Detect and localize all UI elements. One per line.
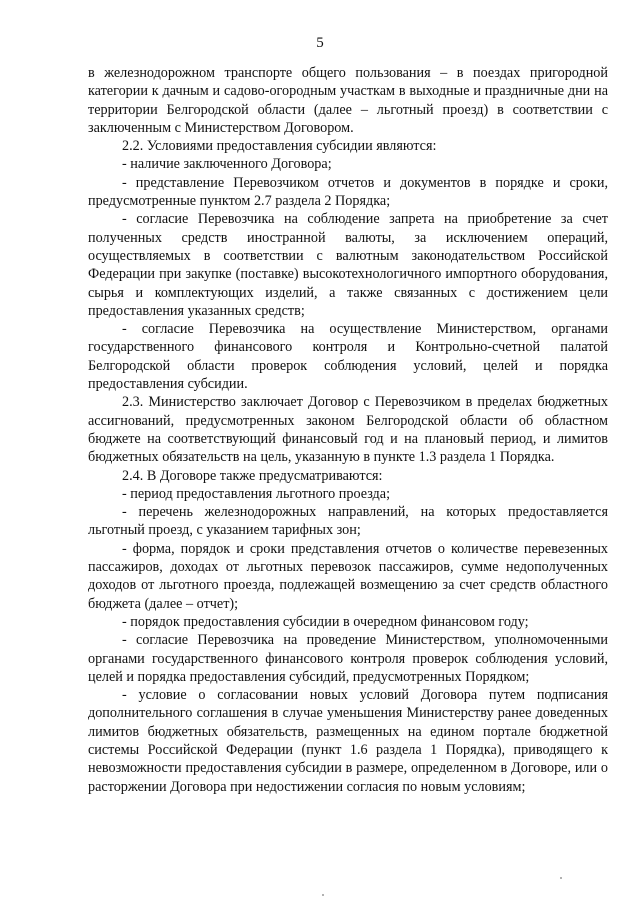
list-item-currency-ban: - согласие Перевозчика на соблюдение запрета на приобретение за счет полученных средств иностранной валюты, за исключением операций, осуществляемых в соответствии с валютным законодательством Российской Федерации при закупке (поставке) высокотехнологичного импортного оборудования, сырья и комплектующих изделий, а также связанных с достижением цели предоставления указанных средств; xyxy=(88,211,608,319)
scan-speck xyxy=(560,877,562,879)
list-item-report-form: - форма, порядок и сроки представления отчетов о количестве перевезенных пассажиров, доходах от льготных перевозок пассажиров, сумме недополученных доходов от льготного проезда, подлежащей возмещению за счет средств областного бюджета (далее – отчет); xyxy=(88,540,608,612)
list-item-inspections-consent: - согласие Перевозчика на осуществление Министерством, органами государственного финансового контроля и Контрольно-счетной палатой Белгородской области проверок соблюдения условий, целей и порядка предоставления субсидии. xyxy=(88,321,608,393)
document-body xyxy=(88,64,608,796)
paragraph-2-4-heading: 2.4. В Договоре также предусматриваются: xyxy=(122,467,383,484)
list-item-contract: - наличие заключенного Договора; xyxy=(122,156,332,173)
paragraph-continuation: в железнодорожном транспорте общего пользования – в поездах пригородной категории к дачным и садово-огородным участкам в выходные и праздничные дни на территории Белгородской области (далее – льготный проезд) в соответствии с заключенным с Министерством Договором. xyxy=(88,65,608,136)
list-item-amendment: - условие о согласовании новых условий Договора путем подписания дополнительного соглашения в случае уменьшения Министерству ранее доведенных лимитов бюджетных обязательств, размещенных на едином портале бюджетной системы Российской Федерации (пункт 1.6 раздела 1 Порядка), приводящего к невозможности предоставления субсидии в размере, определенном в Договоре, или о расторжении Договора при недостижении согласия по новым условиям; xyxy=(88,687,608,795)
list-item-control-consent: - согласие Перевозчика на проведение Министерством, уполномоченными органами государственного финансового контроля проверок соблюдения условий, целей и порядка предоставления субсидий, предусмотренных Порядком; xyxy=(88,632,608,685)
list-item-next-year: - порядок предоставления субсидии в очередном финансовом году; xyxy=(122,613,529,630)
list-item-directions: - перечень железнодорожных направлений, на которых предоставляется льготный проезд, с указанием тарифных зон; xyxy=(88,504,608,539)
list-item-period: - период предоставления льготного проезда; xyxy=(122,485,391,502)
scan-speck xyxy=(322,894,324,896)
paragraph-2-3: 2.3. Министерство заключает Договор с Перевозчиком в пределах бюджетных ассигнований, предусмотренных законом Белгородской области об областном бюджете на соответствующий финансовый год и на плановый период, и лимитов бюджетных обязательств на цель, указанную в пункте 1.3 раздела 1 Порядка. xyxy=(88,394,608,466)
paragraph-2-2-heading: 2.2. Условиями предоставления субсидии являются: xyxy=(122,138,437,155)
page-number: 5 xyxy=(316,35,324,51)
list-item-reports: - представление Перевозчиком отчетов и документов в порядке и сроки, предусмотренные пунктом 2.7 раздела 2 Порядка; xyxy=(88,174,608,210)
